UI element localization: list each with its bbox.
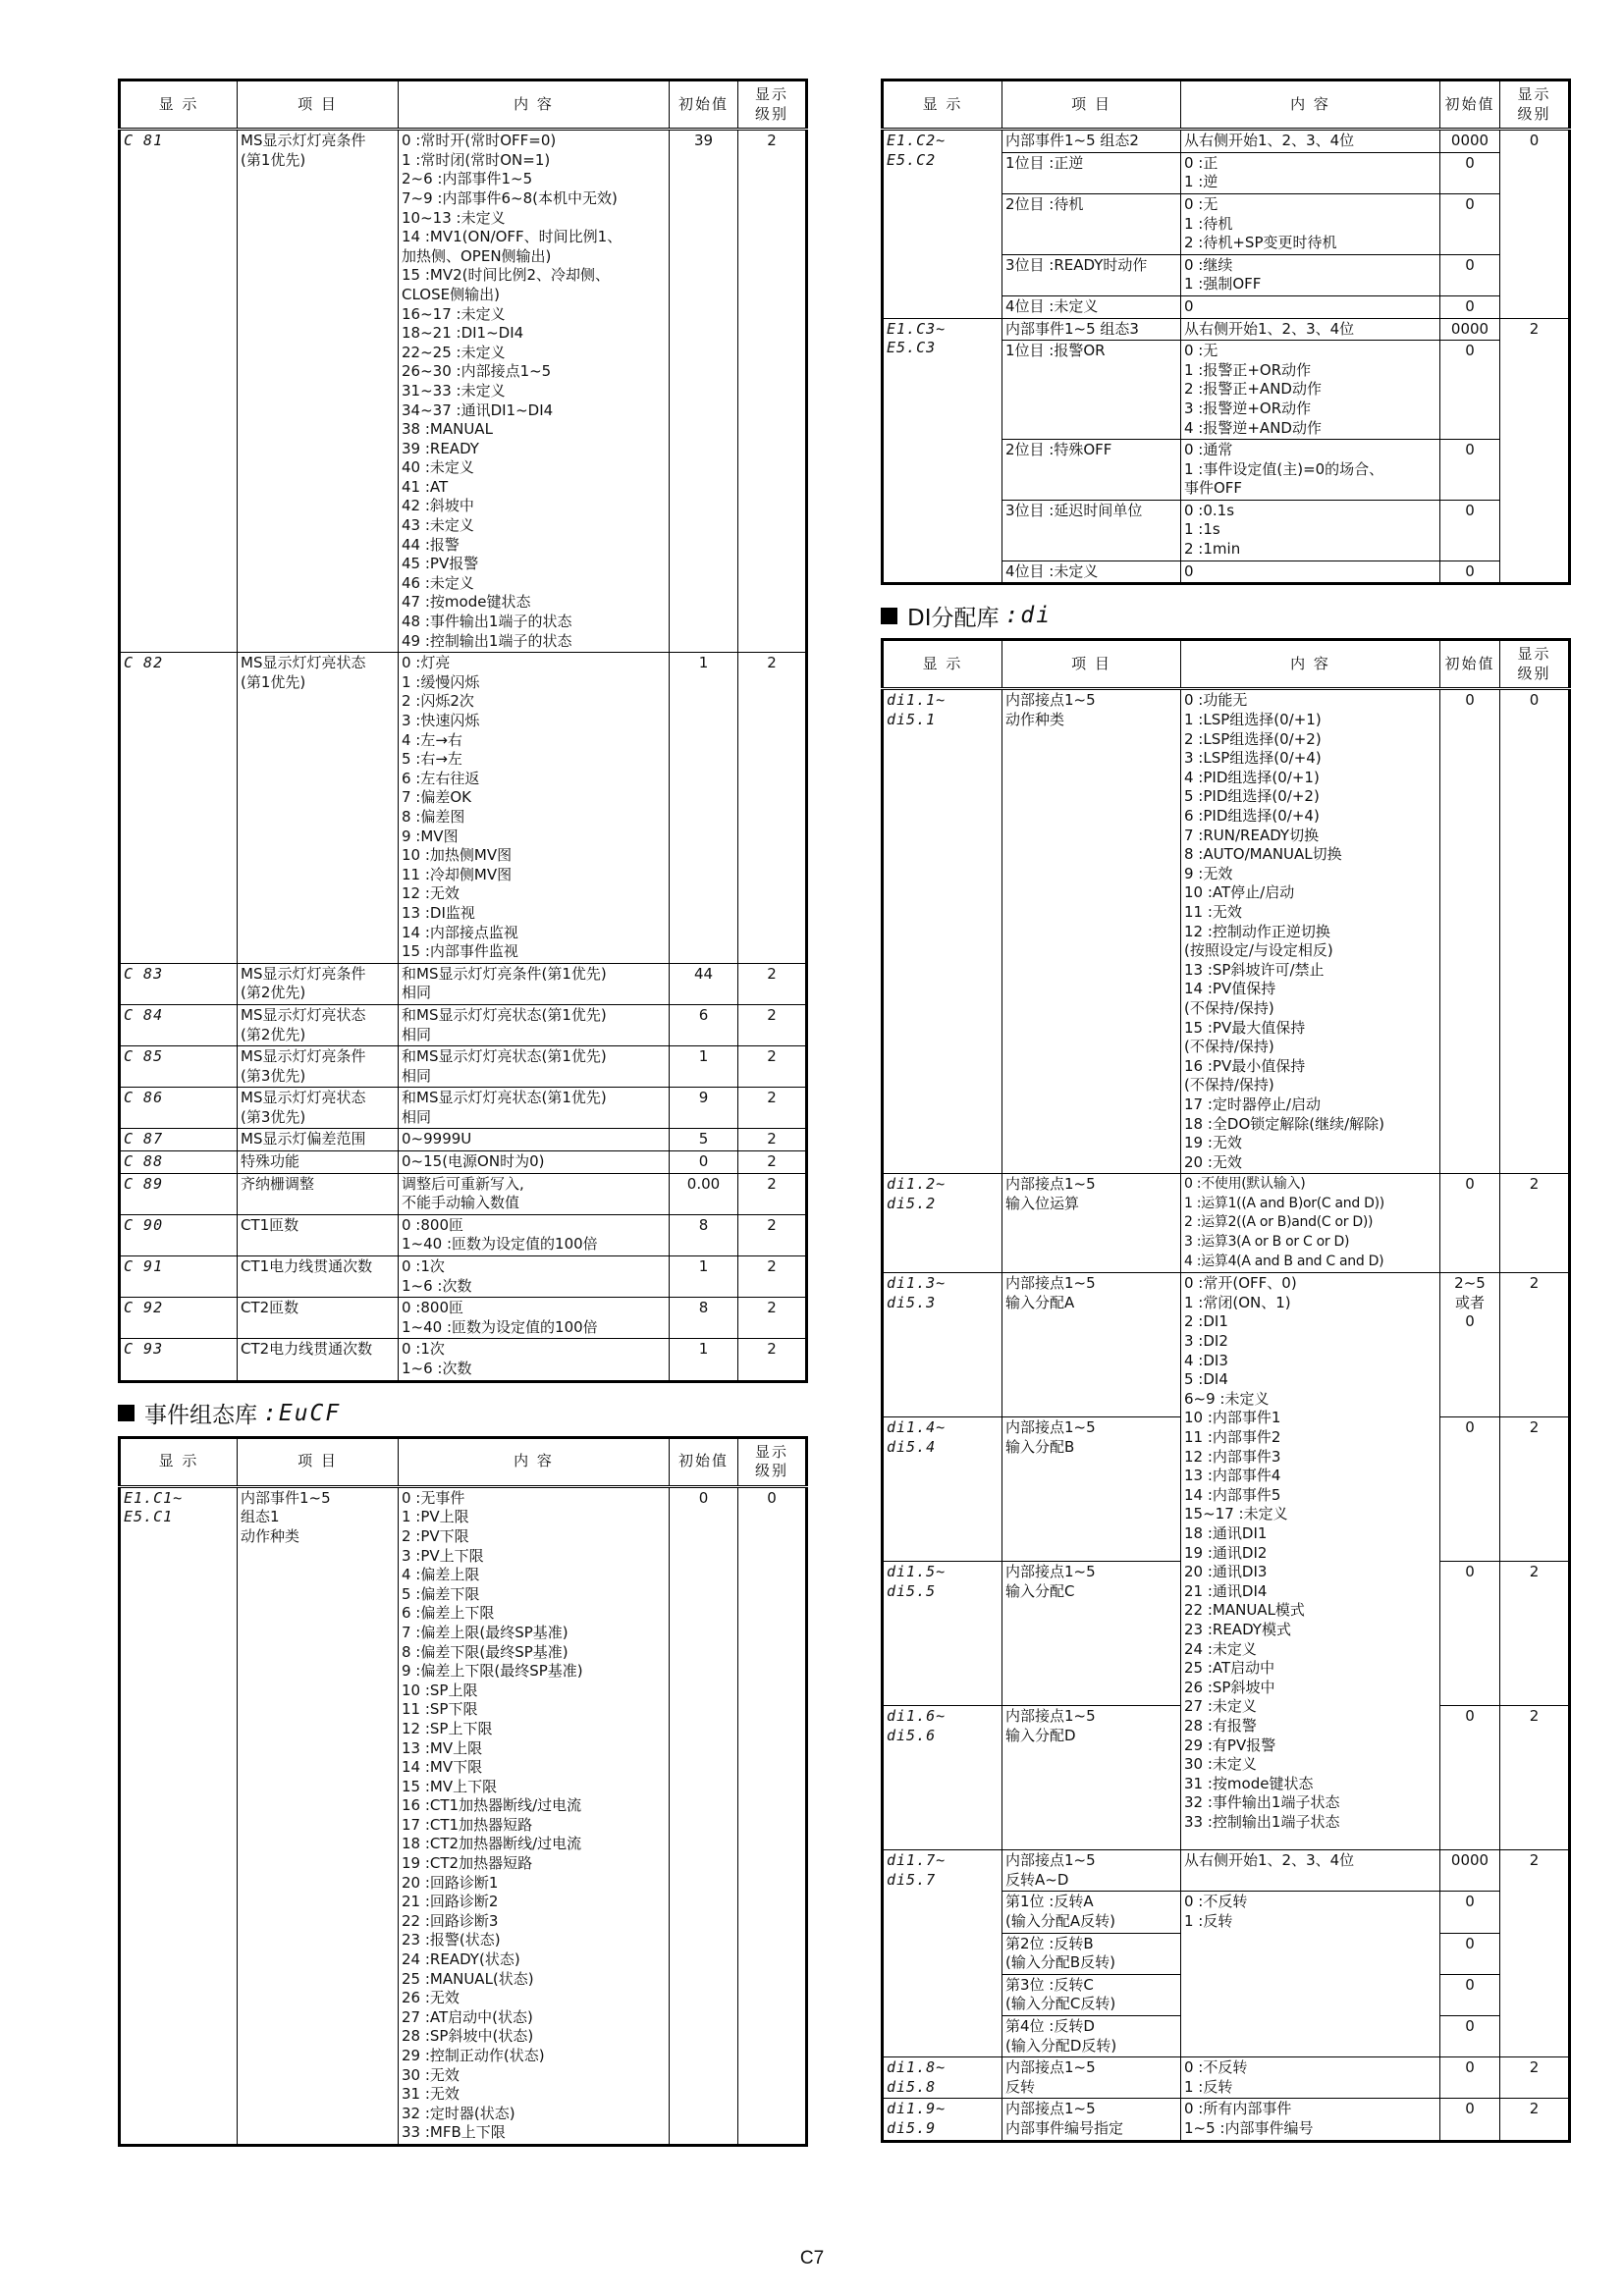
- content-cell: 调整后可重新写入, 不能手动输入数值: [399, 1173, 670, 1214]
- display-level: 2: [738, 1088, 807, 1129]
- initial-value: 0: [1440, 440, 1500, 501]
- item-cell: MS显示灯偏差范围: [238, 1129, 399, 1151]
- content-cell: 从右侧开始1、2、3、4位: [1181, 1850, 1440, 1892]
- display-code: di1.8~ di5.8: [883, 2057, 1002, 2099]
- content-cell: 0 :正 1 :逆: [1181, 152, 1440, 193]
- header-content: 内 容: [399, 80, 670, 130]
- display-level: 2: [738, 1151, 807, 1174]
- initial-value: 0: [1440, 2057, 1500, 2099]
- table-header-row: [883, 80, 1570, 130]
- content-cell: 0 :无 1 :报警正+OR动作 2 :报警正+AND动作 3 :报警逆+OR动作 4 :报警逆+AND动作: [1181, 341, 1440, 440]
- display-code: C 82: [120, 653, 238, 964]
- page-number: C7: [799, 2248, 825, 2269]
- display-code: di1.7~ di5.7: [883, 1850, 1002, 2057]
- initial-value: 1: [670, 653, 738, 964]
- display-level: 2: [738, 1129, 807, 1151]
- content-cell: 0 :所有内部事件 1~5 :内部事件编号: [1181, 2099, 1440, 2141]
- header-initial: 初始值: [670, 1437, 738, 1486]
- table-row: [120, 1339, 807, 1381]
- left-column: [118, 79, 805, 2147]
- content-cell: 0 :1次 1~6 :次数: [399, 1339, 670, 1381]
- initial-value: 1: [670, 1256, 738, 1298]
- header-level: 显示 级别: [1500, 640, 1570, 689]
- table-row: [120, 963, 807, 1004]
- item-cell: 内部接点1~5 输入位运算: [1002, 1174, 1181, 1273]
- display-level: 2: [738, 1004, 807, 1045]
- content-cell: 0 :常时开(常时OFF=0) 1 :常时闭(常时ON=1) 2~6 :内部事件1~5 7~9 :内部事件6~8(本机中无效) 10~13 :未定义 14 :MV1(ON/OFF、时间比例1、 加热侧、OPEN侧输出) 15 :MV2(时间比例2、冷却侧、 CLOSE侧输出) 16~17 :未定义 18~21 :DI1~DI4 22~25 :未定义 26~30 :内部接点1~5 31~33 :未定义 34~37 :通讯DI1~DI4 38 :MANUAL 39 :READY 40 :未定义 41 :AT 42 :斜坡中 43 :未定义 44 :报警 45 :PV报警 46 :未定义 47 :按mode键状态 48 :事件输出1端子的状态 49 :控制输出1端子的状态: [399, 130, 670, 653]
- assign-content-cell: 0 :常开(OFF、0) 1 :常闭(ON、1) 2 :DI1 3 :DI2 4 :DI3 5 :DI4 6~9 :未定义 10 :内部事件1 11 :内部事件2 12 :内部事件3 13 :内部事件4 14 :内部事件5 15~17 :未定义 18 :通讯DI1 19 :通讯DI2 20 :通讯DI3 21 :通讯DI4 22 :MANUAL模式 23 :READY模式 24 :未定义 25 :AT启动中 26 :SP斜坡中 27 :未定义 28 :有报警 29 :有PV报警 30 :未定义 31 :按mode键状态 32 :事件输出1端子状态 33 :控制输出1端子状态: [1181, 1273, 1440, 1850]
- display-code: C 84: [120, 1004, 238, 1045]
- initial-value: 44: [670, 963, 738, 1004]
- item-cell: 内部事件1~5 组态1 动作种类: [238, 1486, 399, 2145]
- display-code: di1.1~ di5.1: [883, 689, 1002, 1174]
- table-row: [883, 1850, 1570, 1892]
- initial-value: 0000: [1440, 318, 1500, 341]
- initial-value: 0: [1440, 1417, 1500, 1562]
- item-cell: CT2匝数: [238, 1298, 399, 1339]
- table-row: [120, 1004, 807, 1045]
- header-initial: 初始值: [1440, 640, 1500, 689]
- item-cell: 内部接点1~5 内部事件编号指定: [1002, 2099, 1181, 2141]
- header-item: 项 目: [238, 80, 399, 130]
- bullet-square-icon: [881, 608, 897, 624]
- table-row: [120, 1173, 807, 1214]
- initial-value: 5: [670, 1129, 738, 1151]
- item-cell: 1位目 :正逆: [1002, 152, 1181, 193]
- initial-value: 0: [670, 1151, 738, 1174]
- table-row: [120, 1151, 807, 1174]
- initial-value: 0: [1440, 1974, 1500, 2015]
- display-code: C 89: [120, 1173, 238, 1214]
- item-cell: MS显示灯灯亮条件 (第1优先): [238, 130, 399, 653]
- display-code: C 87: [120, 1129, 238, 1151]
- item-cell: 4位目 :未定义: [1002, 561, 1181, 584]
- content-cell: 0 :无 1 :待机 2 :待机+SP变更时待机: [1181, 193, 1440, 254]
- initial-value: 0: [1440, 341, 1500, 440]
- bullet-square-icon: [118, 1405, 135, 1421]
- display-level: 0: [1500, 689, 1570, 1174]
- content-cell: 从右侧开始1、2、3、4位: [1181, 130, 1440, 153]
- initial-value: 1: [670, 1046, 738, 1088]
- display-code: C 81: [120, 130, 238, 653]
- display-code: C 83: [120, 963, 238, 1004]
- bit-content-cell: 0 :不反转 1 :反转: [1181, 1892, 1440, 2057]
- table-row: [120, 1214, 807, 1255]
- display-level: 2: [1500, 1417, 1570, 1562]
- display-level: 2: [738, 1256, 807, 1298]
- item-cell: 2位目 :待机: [1002, 193, 1181, 254]
- initial-value: 0: [1440, 295, 1500, 318]
- item-cell: 内部事件1~5 组态2: [1002, 130, 1181, 153]
- item-cell: 内部接点1~5 输入分配D: [1002, 1706, 1181, 1850]
- content-cell: 0 :功能无 1 :LSP组选择(0/+1) 2 :LSP组选择(0/+2) 3 :LSP组选择(0/+4) 4 :PID组选择(0/+1) 5 :PID组选择(0/+2) 6 :PID组选择(0/+4) 7 :RUN/READY切换 8 :AUTO/MANUAL切换 9 :无效 10 :AT停止/启动 11 :无效 12 :控制动作正逆切换 (按照设定/与设定相反) 13 :SP斜坡许可/禁止 14 :PV值保持 (不保持/保持) 15 :PV最大值保持 (不保持/保持) 16 :PV最小值保持 (不保持/保持) 17 :定时器停止/启动 18 :全DO锁定解除(继续/解除) 19 :无效 20 :无效: [1181, 689, 1440, 1174]
- display-level: 2: [738, 963, 807, 1004]
- di-section-title-text: DI分配库: [907, 605, 1000, 631]
- content-cell: 0: [1181, 295, 1440, 318]
- header-level: 显示 级别: [738, 1437, 807, 1486]
- content-cell: 0 :800匝 1~40 :匝数为设定值的100倍: [399, 1298, 670, 1339]
- initial-value: 0: [1440, 254, 1500, 295]
- display-level: 2: [1500, 1273, 1570, 1417]
- item-cell: 3位目 :READY时动作: [1002, 254, 1181, 295]
- header-display: 显 示: [120, 1437, 238, 1486]
- item-cell: MS显示灯灯亮状态 (第1优先): [238, 653, 399, 964]
- table-header-row: [120, 80, 807, 130]
- event-config-table-right: [881, 79, 1571, 585]
- display-code: di1.2~ di5.2: [883, 1174, 1002, 1273]
- header-content: 内 容: [1181, 640, 1440, 689]
- display-level: 2: [1500, 2099, 1570, 2141]
- content-cell: 和MS显示灯灯亮状态(第1优先) 相同: [399, 1046, 670, 1088]
- display-level: 2: [738, 1298, 807, 1339]
- display-code: C 88: [120, 1151, 238, 1174]
- content-cell: 0 :不反转 1 :反转: [1181, 2057, 1440, 2099]
- initial-value: 0: [1440, 689, 1500, 1174]
- display-level: 2: [1500, 2057, 1570, 2099]
- item-cell: 3位目 :延迟时间单位: [1002, 500, 1181, 561]
- table-row: [883, 2057, 1570, 2099]
- right-column: [881, 79, 1568, 2143]
- initial-value: 0: [1440, 500, 1500, 561]
- header-initial: 初始值: [670, 80, 738, 130]
- header-level: 显示 级别: [738, 80, 807, 130]
- display-level: 2: [738, 1173, 807, 1214]
- content-cell: 从右侧开始1、2、3、4位: [1181, 318, 1440, 341]
- content-cell: 0 :800匝 1~40 :匝数为设定值的100倍: [399, 1214, 670, 1255]
- event-config-table-left: [118, 1436, 808, 2147]
- display-code: C 92: [120, 1298, 238, 1339]
- item-cell: 内部事件1~5 组态3: [1002, 318, 1181, 341]
- header-item: 项 目: [1002, 640, 1181, 689]
- initial-value: 0000: [1440, 130, 1500, 153]
- display-code: E1.C1~ E5.C1: [120, 1486, 238, 2145]
- table-row: [883, 1273, 1570, 1417]
- item-cell: 1位目 :报警OR: [1002, 341, 1181, 440]
- content-cell: 0 :灯亮 1 :缓慢闪烁 2 :闪烁2次 3 :快速闪烁 4 :左→右 5 :右→左 6 :左右往返 7 :偏差OK 8 :偏差图 9 :MV图 10 :加热侧MV图 11 :冷却侧MV图 12 :无效 13 :DI监视 14 :内部接点监视 15 :内部事件监视: [399, 653, 670, 964]
- content-cell: 0~9999U: [399, 1129, 670, 1151]
- item-cell: CT1匝数: [238, 1214, 399, 1255]
- display-level: 2: [1500, 1706, 1570, 1850]
- display-code: C 91: [120, 1256, 238, 1298]
- table-row: [883, 318, 1570, 341]
- content-cell: 0 :0.1s 1 :1s 2 :1min: [1181, 500, 1440, 561]
- item-cell: 第4位 :反转D (输入分配D反转): [1002, 2016, 1181, 2057]
- di-assign-table: [881, 638, 1571, 2142]
- display-level: 2: [738, 653, 807, 964]
- event-section-title-text: 事件组态库: [144, 1403, 257, 1429]
- table-row: [120, 1256, 807, 1298]
- display-level: 0: [738, 1486, 807, 2145]
- table-header-row: [883, 640, 1570, 689]
- item-cell: 内部接点1~5 反转A~D: [1002, 1850, 1181, 1892]
- item-cell: CT1电力线贯通次数: [238, 1256, 399, 1298]
- initial-value: 8: [670, 1214, 738, 1255]
- content-cell: 0: [1181, 561, 1440, 584]
- initial-value: 1: [670, 1339, 738, 1381]
- item-cell: 2位目 :特殊OFF: [1002, 440, 1181, 501]
- header-display: 显 示: [883, 80, 1002, 130]
- table-row: [120, 130, 807, 653]
- display-code: E1.C2~ E5.C2: [883, 130, 1002, 318]
- table-row: [883, 2099, 1570, 2141]
- initial-value: 0: [1440, 152, 1500, 193]
- event-section-code: :EuCF: [263, 1400, 342, 1426]
- display-level: 2: [1500, 1174, 1570, 1273]
- item-cell: 内部接点1~5 输入分配A: [1002, 1273, 1181, 1417]
- initial-value: 0: [1440, 1174, 1500, 1273]
- initial-value: 39: [670, 130, 738, 653]
- display-code: di1.3~ di5.3: [883, 1273, 1002, 1417]
- header-display: 显 示: [120, 80, 238, 130]
- content-cell: 0 :1次 1~6 :次数: [399, 1256, 670, 1298]
- header-level: 显示 级别: [1500, 80, 1570, 130]
- initial-value: 0: [670, 1486, 738, 2145]
- display-level: 2: [738, 1339, 807, 1381]
- initial-value: 2~5 或者 0: [1440, 1273, 1500, 1417]
- content-cell: 和MS显示灯灯亮状态(第1优先) 相同: [399, 1088, 670, 1129]
- content-cell: 0 :不使用(默认输入) 1 :运算1((A and B)or(C and D)) 2 :运算2((A or B)and(C or D)) 3 :运算3(A or B or C or D) 4 :运算4(A and B and C and D): [1181, 1174, 1440, 1273]
- item-cell: MS显示灯灯亮状态 (第2优先): [238, 1004, 399, 1045]
- ms-table-body: [120, 130, 807, 1381]
- table-row: [883, 130, 1570, 153]
- event-config-section-title: [118, 1397, 805, 1430]
- table-row: [120, 1046, 807, 1088]
- display-code: C 93: [120, 1339, 238, 1381]
- header-item: 项 目: [1002, 80, 1181, 130]
- display-level: 2: [738, 1214, 807, 1255]
- initial-value: 0: [1440, 2016, 1500, 2057]
- di-assign-section-title: [881, 599, 1568, 632]
- display-level: 2: [738, 1046, 807, 1088]
- initial-value: 0.00: [670, 1173, 738, 1214]
- item-cell: 内部接点1~5 动作种类: [1002, 689, 1181, 1174]
- di-section-code: :di: [1004, 603, 1053, 629]
- content-cell: 0 :无事件 1 :PV上限 2 :PV下限 3 :PV上下限 4 :偏差上限 5 :偏差下限 6 :偏差上下限 7 :偏差上限(最终SP基准) 8 :偏差下限(最终SP基准) 9 :偏差上下限(最终SP基准) 10 :SP上限 11 :SP下限 12 :SP上下限 13 :MV上限 14 :MV下限 15 :MV上下限 16 :CT1加热器断线/过电流 17 :CT1加热器短路 18 :CT2加热器断线/过电流 19 :CT2加热器短路 20 :回路诊断1 21 :回路诊断2 22 :回路诊断3 23 :报警(状态) 24 :READY(状态) 25 :MANUAL(状态) 26 :无效 27 :AT启动中(状态) 28 :SP斜坡中(状态) 29 :控制正动作(状态) 30 :无效 31 :无效 32 :定时器(状态) 33 :MFB上下限: [399, 1486, 670, 2145]
- table-row: [120, 1298, 807, 1339]
- table-row: [120, 1129, 807, 1151]
- header-content: 内 容: [1181, 80, 1440, 130]
- initial-value: 0: [1440, 1562, 1500, 1706]
- initial-value: 6: [670, 1004, 738, 1045]
- display-code: C 90: [120, 1214, 238, 1255]
- item-cell: MS显示灯灯亮状态 (第3优先): [238, 1088, 399, 1129]
- item-cell: CT2电力线贯通次数: [238, 1339, 399, 1381]
- header-item: 项 目: [238, 1437, 399, 1486]
- content-cell: 和MS显示灯灯亮状态(第1优先) 相同: [399, 1004, 670, 1045]
- display-code: di1.5~ di5.5: [883, 1562, 1002, 1706]
- content-cell: 0 :继续 1 :强制OFF: [1181, 254, 1440, 295]
- content-cell: 0 :通常 1 :事件设定值(主)=0的场合、 事件OFF: [1181, 440, 1440, 501]
- header-display: 显 示: [883, 640, 1002, 689]
- item-cell: 4位目 :未定义: [1002, 295, 1181, 318]
- initial-value: 0: [1440, 561, 1500, 584]
- item-cell: 齐纳栅调整: [238, 1173, 399, 1214]
- initial-value: 0: [1440, 1933, 1500, 1974]
- initial-value: 8: [670, 1298, 738, 1339]
- item-cell: 内部接点1~5 输入分配C: [1002, 1562, 1181, 1706]
- item-cell: 第1位 :反转A (输入分配A反转): [1002, 1892, 1181, 1933]
- initial-value: 0: [1440, 2099, 1500, 2141]
- display-level: 2: [1500, 1850, 1570, 2057]
- initial-value: 0: [1440, 1892, 1500, 1933]
- table-row: [883, 689, 1570, 1174]
- table-row: [120, 1088, 807, 1129]
- item-cell: 第2位 :反转B (输入分配B反转): [1002, 1933, 1181, 1974]
- header-initial: 初始值: [1440, 80, 1500, 130]
- display-code: di1.6~ di5.6: [883, 1706, 1002, 1850]
- header-content: 内 容: [399, 1437, 670, 1486]
- initial-value: 9: [670, 1088, 738, 1129]
- table-row: [120, 1486, 807, 2145]
- initial-value: 0: [1440, 193, 1500, 254]
- display-level: 2: [1500, 1562, 1570, 1706]
- display-code: C 86: [120, 1088, 238, 1129]
- display-code: di1.4~ di5.4: [883, 1417, 1002, 1562]
- item-cell: MS显示灯灯亮条件 (第3优先): [238, 1046, 399, 1088]
- display-level: 2: [738, 130, 807, 653]
- table-row: [883, 1174, 1570, 1273]
- display-level: 2: [1500, 318, 1570, 584]
- initial-value: 0000: [1440, 1850, 1500, 1892]
- ms-indicator-table: [118, 79, 808, 1383]
- item-cell: 第3位 :反转C (输入分配C反转): [1002, 1974, 1181, 2015]
- display-code: E1.C3~ E5.C3: [883, 318, 1002, 584]
- initial-value: 0: [1440, 1706, 1500, 1850]
- table-header-row: [120, 1437, 807, 1486]
- display-code: di1.9~ di5.9: [883, 2099, 1002, 2141]
- item-cell: MS显示灯灯亮条件 (第2优先): [238, 963, 399, 1004]
- table-row: [120, 653, 807, 964]
- item-cell: 内部接点1~5 输入分配B: [1002, 1417, 1181, 1562]
- content-cell: 和MS显示灯灯亮条件(第1优先) 相同: [399, 963, 670, 1004]
- display-code: C 85: [120, 1046, 238, 1088]
- display-level: 0: [1500, 130, 1570, 318]
- item-cell: 特殊功能: [238, 1151, 399, 1174]
- content-cell: 0~15(电源ON时为0): [399, 1151, 670, 1174]
- item-cell: 内部接点1~5 反转: [1002, 2057, 1181, 2099]
